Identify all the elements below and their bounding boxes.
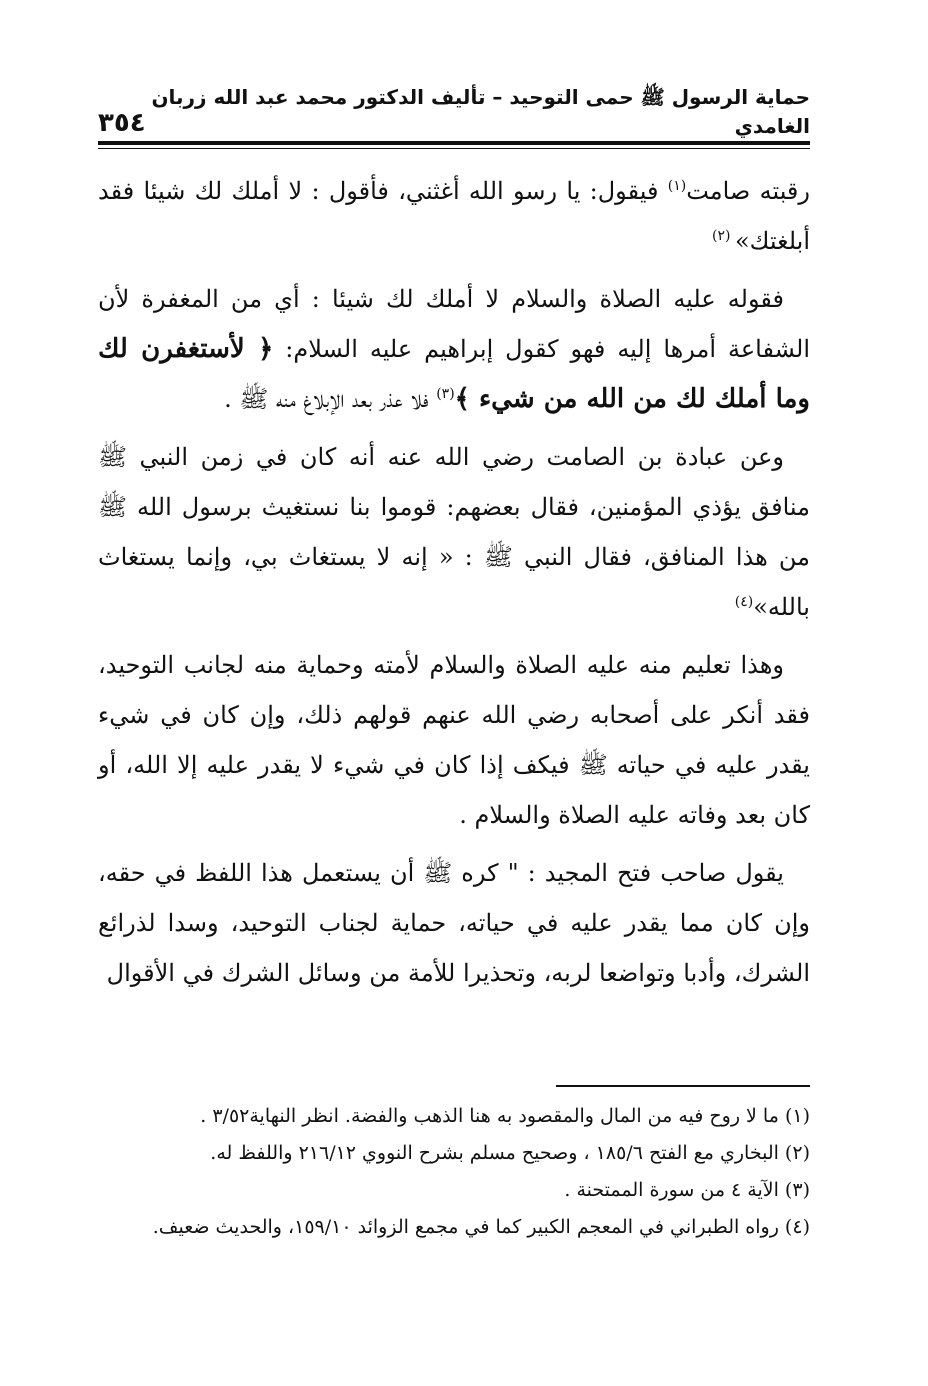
paragraph-2	[98, 274, 810, 424]
footnote-3: (٣) الآية ٤ من سورة الممتحنة .	[564, 1179, 810, 1201]
paragraph-3-text: وعن عبادة بن الصامت رضي الله عنه أنه كان في زمن النبي ﷺ منافق يؤذي المؤمنين، فقال بعضهم: قوموا بنا نستغيث برسول الله ﷺ من هذا المنافق، فقال النبي ﷺ : « إنه لا يستغاث بي، وإنما يستغاث بالله»	[98, 443, 810, 621]
footnote-ref-3: (٣)	[436, 386, 455, 402]
page-header	[98, 85, 810, 138]
header-title: حماية الرسول ﷺ حمى التوحيد – تأليف الدكتور محمد عبد الله زربان الغامدي	[151, 85, 810, 138]
paragraph-2-text-b: فلا عذر بعد الإبلاغ منه ﷺ .	[224, 385, 437, 413]
paragraph-2-text: فقوله عليه الصلاة والسلام لا أملك لك شيئا : أي من المغفرة لأن الشفاعة أمرها إليه فهو كقول إبراهيم عليه السلام:	[98, 285, 811, 363]
paragraph-5	[98, 848, 810, 998]
paragraph-1-text: رقبته صامت	[686, 177, 810, 205]
quran-verse: ﴿ لأستغفرن لك وما أملك لك من الله من شيء ﴾	[98, 334, 810, 414]
paragraph-4-text: وهذا تعليم منه عليه الصلاة والسلام لأمته وحماية منه لجانب التوحيد، فقد أنكر على أصحابه رضي الله عنهم قولهم ذلك، وإن كان في شيء يقدر عليه في حياته ﷺ فيكف إذا كان في شيء لا يقدر عليه إلا الله، أو كان بعد وفاته عليه الصلاة والسلام .	[98, 651, 810, 829]
footnote-separator	[556, 1085, 810, 1087]
paragraph-3	[98, 432, 810, 632]
footnote-1: (١) ما لا روح فيه من المال والمقصود به هنا الذهب والفضة. انظر النهاية٣/٥٢ .	[200, 1105, 810, 1127]
footnote-ref-4: (٤)	[734, 594, 754, 610]
footnotes	[98, 1098, 810, 1246]
main-text	[98, 166, 810, 998]
footnote-ref-2: (٢)	[712, 228, 735, 244]
header-rule-thick	[98, 141, 810, 145]
footnote-ref-1: (١)	[667, 178, 687, 194]
footnote-4: (٤) رواه الطبراني في المعجم الكبير كما في مجمع الزوائد ١٥٩/١٠، والحديث ضعيف.	[152, 1216, 810, 1238]
paragraph-5-text: يقول صاحب فتح المجيد : " كره ﷺ أن يستعمل هذا اللفظ في حقه، وإن كان مما يقدر عليه في حياته، حماية لجناب التوحيد، وسدا لذرائع الشرك، وأدبا وتواضعا لربه، وتحذيرا للأمة من وسائل الشرك في الأقوال	[98, 859, 810, 987]
paragraph-4	[98, 640, 810, 840]
page-number: ٣٥٤	[98, 108, 146, 138]
header-rule-thin	[98, 148, 810, 149]
footnote-2: (٢) البخاري مع الفتح ١٨٥/٦ ، وصحيح مسلم بشرح النووي ٢١٦/١٢ واللفظ له.	[210, 1142, 810, 1164]
paragraph-1-text-b: فيقول: يا رسو الله أغثني، فأقول : لا أملك لك شيئا فقد أبلغتك»	[98, 177, 810, 255]
paragraph-1	[98, 166, 810, 266]
